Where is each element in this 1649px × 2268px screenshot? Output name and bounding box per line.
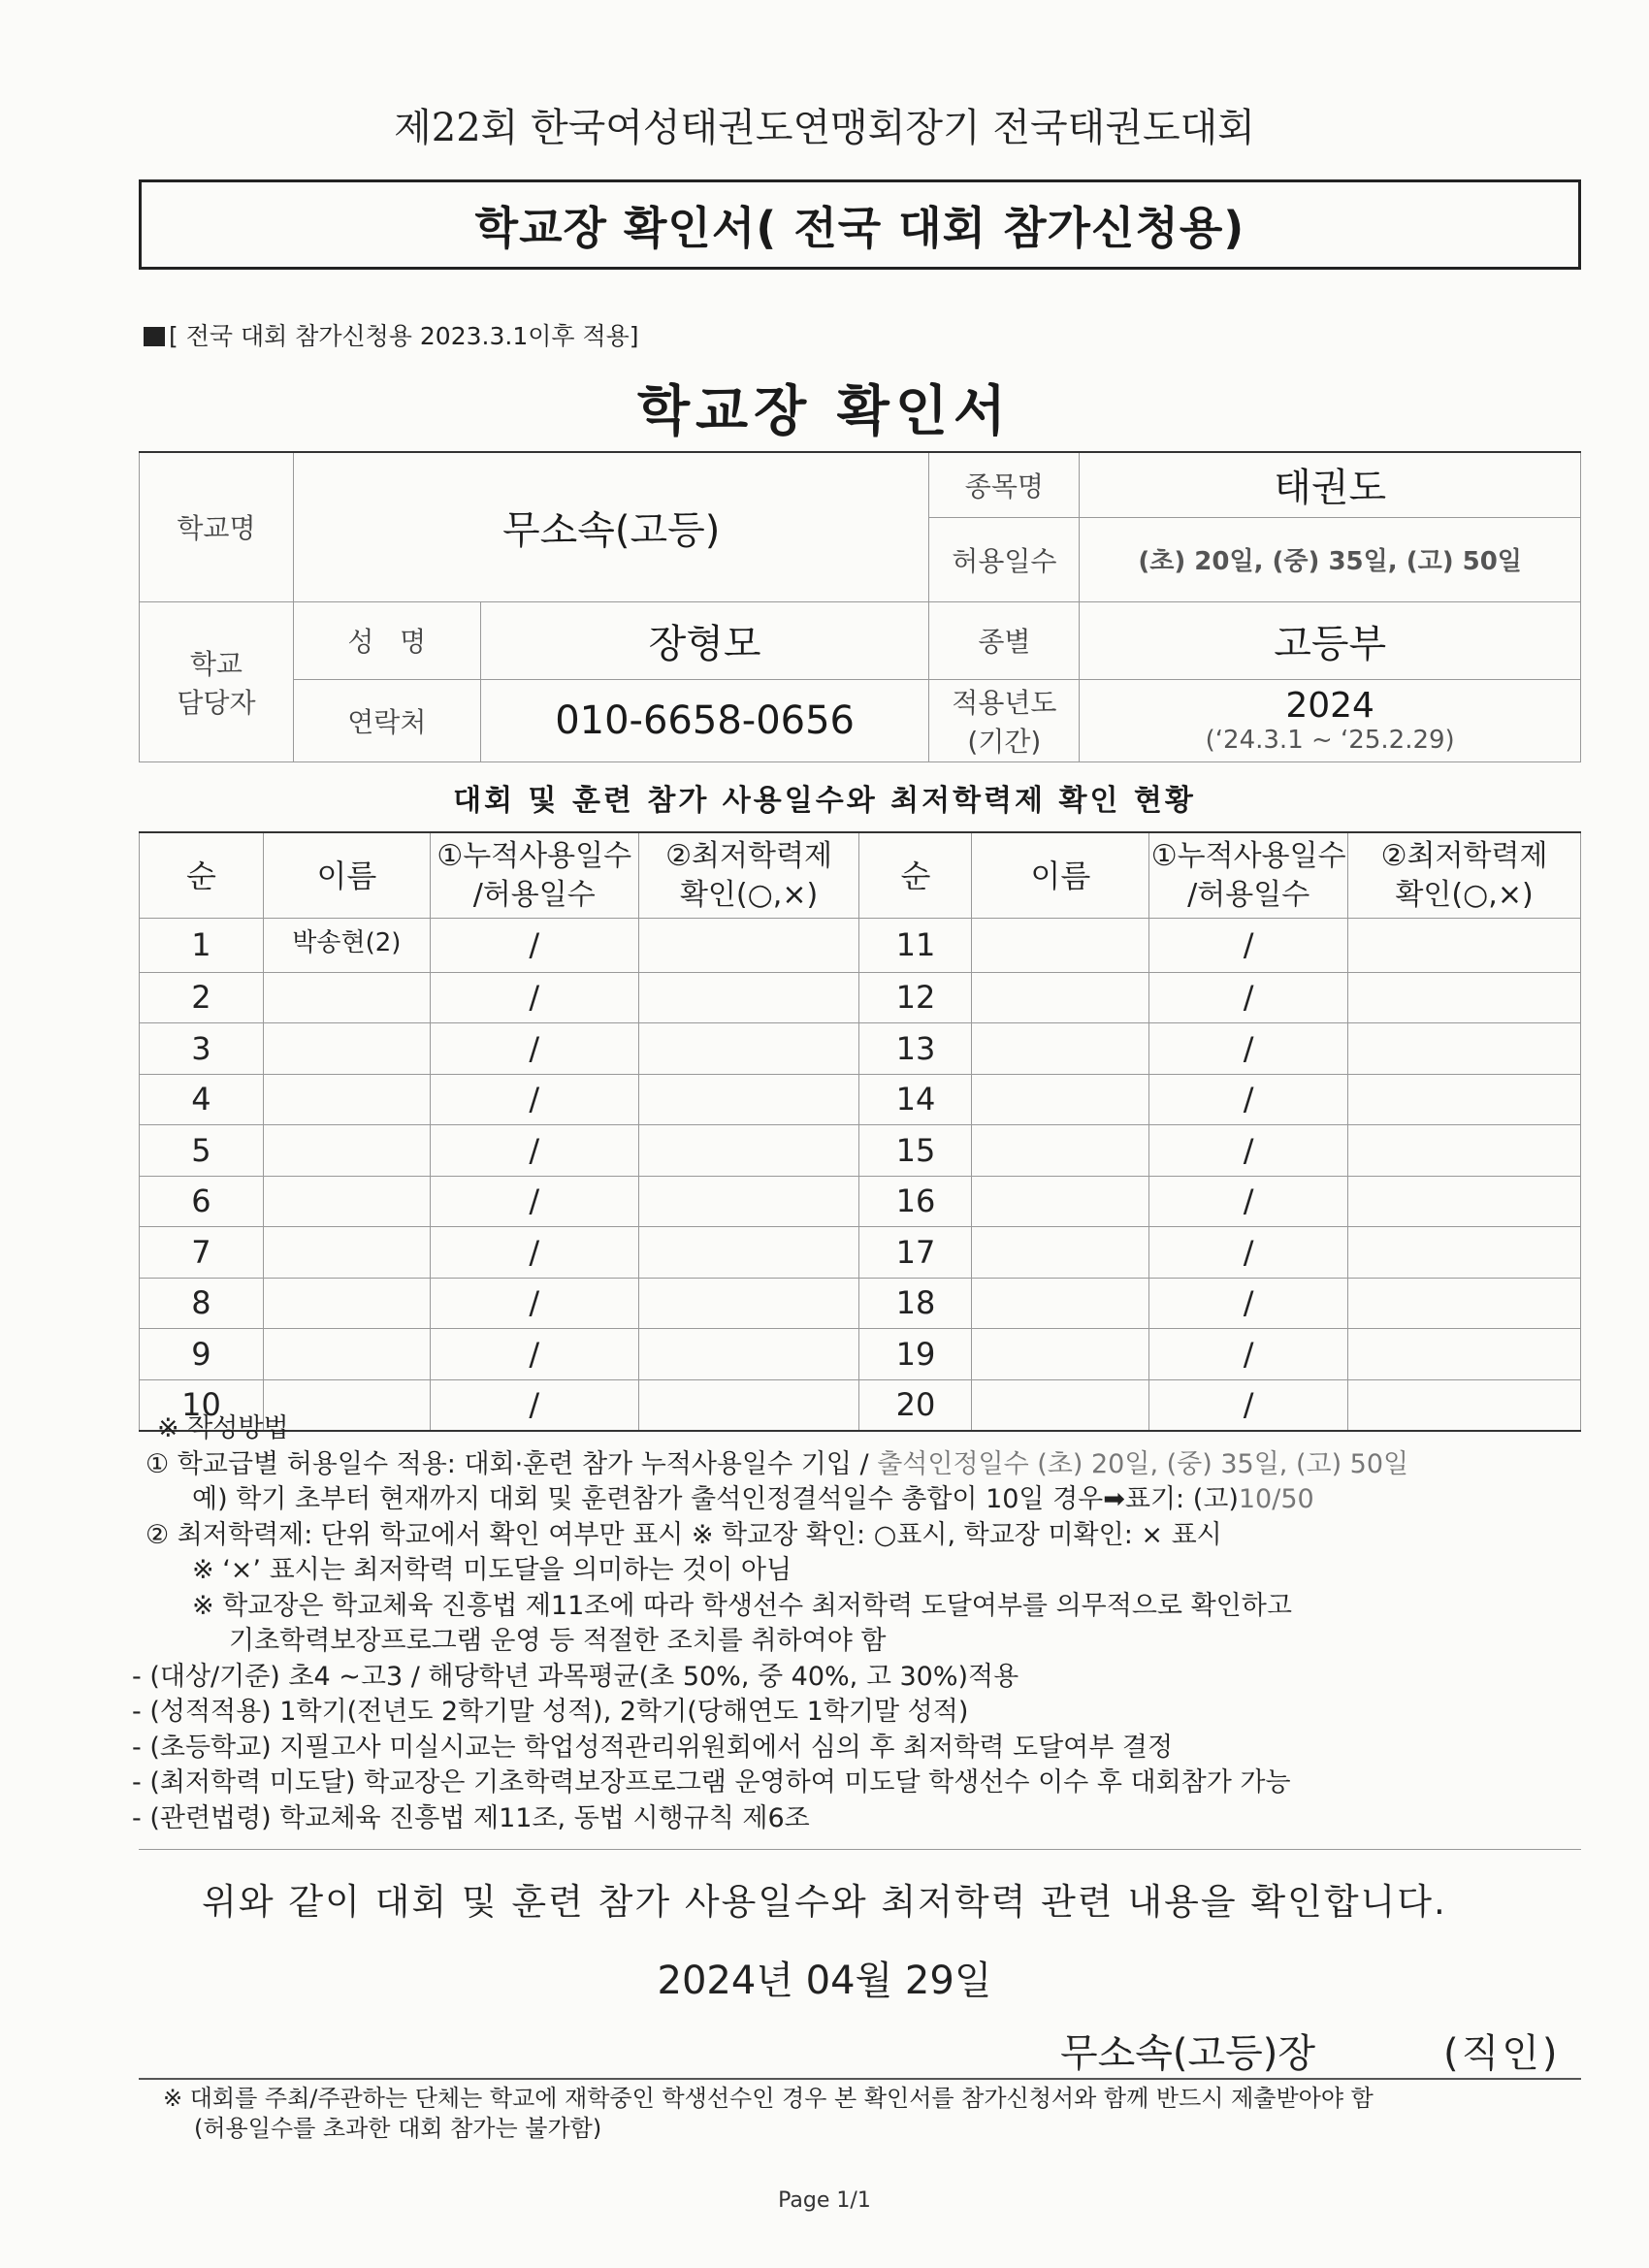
header-acad-line1: ②최저학력제 xyxy=(1380,838,1548,873)
manager-label xyxy=(140,601,294,761)
row-days: / xyxy=(1149,1227,1348,1279)
row-days: / xyxy=(430,1125,638,1177)
row-no: 13 xyxy=(859,1023,972,1075)
document-title-box: 학교장 확인서( 전국 대회 참가신청용) xyxy=(139,179,1581,270)
row-name xyxy=(972,1176,1149,1227)
row-name xyxy=(972,1227,1149,1279)
header-acad-line2: 확인(○,×) xyxy=(679,877,819,912)
row-days: / xyxy=(430,1329,638,1380)
row-name xyxy=(263,1278,430,1329)
row-days: / xyxy=(1149,1023,1348,1075)
row-days: / xyxy=(1149,1329,1348,1380)
row-no: 5 xyxy=(140,1125,264,1177)
allowed-days-value: (초) 20일, (중) 35일, (고) 50일 xyxy=(1080,517,1581,601)
row-name: 박송현(2) xyxy=(263,919,430,973)
header-days-line1: ①누적사용일수 xyxy=(436,838,632,873)
header-days-right xyxy=(1149,832,1348,919)
row-days: / xyxy=(1149,1379,1348,1431)
row-no: 11 xyxy=(859,919,972,973)
school-name-value: 무소속(고등) xyxy=(293,452,929,601)
row-no: 9 xyxy=(140,1329,264,1380)
instruction-line xyxy=(146,1482,1581,1518)
row-acad xyxy=(638,1329,859,1380)
row-name xyxy=(263,1329,430,1380)
header-days-line2: /허용일수 xyxy=(1187,877,1310,912)
sport-value: 태권도 xyxy=(1080,452,1581,517)
row-no: 1 xyxy=(140,919,264,973)
division-value: 고등부 xyxy=(1080,601,1581,679)
contact-label: 연락처 xyxy=(293,679,480,761)
row-days: / xyxy=(1149,1176,1348,1227)
principal-signature: 무소속(고등)장 xyxy=(1060,2031,1316,2076)
row-acad xyxy=(638,1227,859,1279)
header-acad-left xyxy=(638,832,859,919)
table-row xyxy=(140,919,1581,973)
header-days-left xyxy=(430,832,638,919)
row-acad xyxy=(1348,1074,1581,1125)
row-days: / xyxy=(430,1227,638,1279)
row-days: / xyxy=(1149,1278,1348,1329)
instruction-text: 예) 학기 초부터 현재까지 대회 및 훈련참가 출석인정결석일수 총합이 10일 경우➡표기: (고) xyxy=(192,1484,1239,1514)
row-days: / xyxy=(1149,972,1348,1023)
row-name xyxy=(972,972,1149,1023)
row-no: 10 xyxy=(140,1379,264,1431)
table-row xyxy=(140,972,1581,1023)
row-acad xyxy=(1348,1125,1581,1177)
year-value: 2024 xyxy=(1285,686,1374,726)
header-name-left: 이름 xyxy=(263,832,430,919)
year-label-line1: 적용년도 xyxy=(952,686,1057,719)
footnote-line: ※ 대회를 주최/주관하는 단체는 학교에 재학중인 학생선수인 경우 본 확인서를 참가신청서와 함께 반드시 제출받아야 함 xyxy=(163,2085,1374,2112)
row-name xyxy=(263,1176,430,1227)
school-name-label: 학교명 xyxy=(140,452,294,601)
row-acad xyxy=(1348,1176,1581,1227)
sport-label: 종목명 xyxy=(929,452,1080,517)
row-days: / xyxy=(430,972,638,1023)
period-value: (‘24.3.1 ~ ‘25.2.29) xyxy=(1205,726,1455,755)
row-acad xyxy=(1348,1329,1581,1380)
row-acad xyxy=(1348,919,1581,973)
school-info-table xyxy=(139,451,1581,762)
contact-value: 010-6658-0656 xyxy=(480,679,929,761)
page-title: 학교장 확인서 xyxy=(636,380,1013,443)
instruction-line: - (초등학교) 지필고사 미실시교는 학업성적관리위원회에서 심의 후 최저학력 도달여부 결정 xyxy=(132,1732,1174,1763)
row-acad xyxy=(638,972,859,1023)
year-label xyxy=(929,679,1080,761)
instruction-line: 기초학력보장프로그램 운영 등 적절한 조치를 취하여야 함 xyxy=(229,1626,887,1656)
table-row xyxy=(140,1278,1581,1329)
header-acad-line1: ②최저학력제 xyxy=(665,838,832,873)
row-acad xyxy=(638,1125,859,1177)
instruction-example-value: 10/50 xyxy=(1238,1484,1314,1514)
table-row xyxy=(140,1176,1581,1227)
row-no: 12 xyxy=(859,972,972,1023)
row-days: / xyxy=(1149,1074,1348,1125)
confirmation-statement: 위와 같이 대회 및 훈련 참가 사용일수와 최저학력 관련 내용을 확인합니다. xyxy=(202,1881,1447,1923)
row-acad xyxy=(1348,1227,1581,1279)
applied-note-text: [ 전국 대회 참가신청용 2023.3.1이후 적용] xyxy=(169,322,639,350)
row-acad xyxy=(638,919,859,973)
table-row xyxy=(140,1125,1581,1177)
row-no: 4 xyxy=(140,1074,264,1125)
row-name xyxy=(972,1125,1149,1177)
row-no: 6 xyxy=(140,1176,264,1227)
row-days: / xyxy=(430,1379,638,1431)
row-no: 19 xyxy=(859,1329,972,1380)
footnote-line: (허용일수를 초과한 대회 참가는 불가함) xyxy=(194,2115,602,2142)
row-no: 16 xyxy=(859,1176,972,1227)
row-name xyxy=(263,1023,430,1075)
row-name xyxy=(263,1074,430,1125)
year-label-line2: (기간) xyxy=(967,725,1042,758)
instruction-line: - (최저학력 미도달) 학교장은 기초학력보장프로그램 운영하여 미도달 학생선수 이수 후 대회참가 가능 xyxy=(132,1767,1291,1798)
row-days: / xyxy=(430,919,638,973)
table-row xyxy=(140,1329,1581,1380)
row-acad xyxy=(1348,1278,1581,1329)
row-name xyxy=(972,1023,1149,1075)
row-name xyxy=(263,1125,430,1177)
table-row xyxy=(140,1023,1581,1075)
row-days: / xyxy=(430,1278,638,1329)
row-name xyxy=(972,919,1149,973)
row-no: 18 xyxy=(859,1278,972,1329)
row-acad xyxy=(638,1176,859,1227)
row-days: / xyxy=(430,1176,638,1227)
instruction-line: ※ ‘×’ 표시는 최저학력 미도달을 의미하는 것이 아님 xyxy=(192,1555,792,1585)
table-row xyxy=(140,1227,1581,1279)
row-days: / xyxy=(1149,1125,1348,1177)
row-days: / xyxy=(430,1023,638,1075)
manager-name-value: 장형모 xyxy=(480,601,929,679)
header-acad-right xyxy=(1348,832,1581,919)
row-acad xyxy=(1348,972,1581,1023)
header-no-right: 순 xyxy=(859,832,972,919)
divider xyxy=(139,1849,1581,1850)
instruction-line: - (대상/기준) 초4 ~고3 / 해당학년 과목평균(초 50%, 중 40%, 고 30%)적용 xyxy=(132,1661,1019,1692)
status-section-title: 대회 및 훈련 참가 사용일수와 최저학력제 확인 현황 xyxy=(453,784,1196,818)
header-acad-line2: 확인(○,×) xyxy=(1395,877,1534,912)
footnote xyxy=(163,2084,1589,2144)
header-name-right: 이름 xyxy=(972,832,1149,919)
row-acad xyxy=(638,1074,859,1125)
instruction-line: ※ 학교장은 학교체육 진흥법 제11조에 따라 학생선수 최저학력 도달여부를 의무적으로 확인하고 xyxy=(192,1590,1292,1621)
instruction-line: - (관련법령) 학교체육 진흥법 제11조, 동법 시행규칙 제6조 xyxy=(132,1802,810,1833)
instruction-highlight: 출석인정일수 (초) 20일, (중) 35일, (고) 50일 xyxy=(877,1448,1409,1479)
instruction-text: ① 학교급별 허용일수 적용: 대회·훈련 참가 누적사용일수 기입 / xyxy=(146,1448,878,1479)
manager-label-line1: 학교 xyxy=(189,647,242,680)
row-no: 3 xyxy=(140,1023,264,1075)
instructions-section xyxy=(132,1411,1581,1836)
row-name xyxy=(263,972,430,1023)
status-table-header xyxy=(140,832,1581,919)
official-seal-label: (직인) xyxy=(1443,2031,1561,2076)
manager-name-label: 성 명 xyxy=(293,601,480,679)
instruction-line: ② 최저학력제: 단위 학교에서 확인 여부만 표시 ※ 학교장 확인: ○표시, 학교장 미확인: × 표시 xyxy=(146,1519,1222,1550)
divider xyxy=(139,2078,1581,2080)
row-no: 2 xyxy=(140,972,264,1023)
header-days-line1: ①누적사용일수 xyxy=(1150,838,1346,873)
division-label: 종별 xyxy=(929,601,1080,679)
row-no: 14 xyxy=(859,1074,972,1125)
manager-label-line2: 담당자 xyxy=(177,686,256,719)
instruction-line: - (성적적용) 1학기(전년도 2학기말 성적), 2학기(당해연도 1학기말 성적) xyxy=(132,1697,969,1727)
document-date: 2024년 04월 29일 xyxy=(657,1959,992,2003)
instructions-heading: ※ 작성방법 xyxy=(157,1413,289,1443)
square-bullet-icon xyxy=(144,327,165,346)
status-table xyxy=(139,831,1581,1432)
row-no: 17 xyxy=(859,1227,972,1279)
allowed-days-label: 허용일수 xyxy=(929,517,1080,601)
applied-note xyxy=(144,317,639,352)
row-name xyxy=(972,1278,1149,1329)
row-no: 15 xyxy=(859,1125,972,1177)
header-no-left: 순 xyxy=(140,832,264,919)
page-number: Page 1/1 xyxy=(778,2188,871,2213)
row-no: 8 xyxy=(140,1278,264,1329)
instruction-line xyxy=(146,1447,1581,1483)
row-acad xyxy=(638,1278,859,1329)
row-days: / xyxy=(1149,919,1348,973)
row-no: 7 xyxy=(140,1227,264,1279)
event-title: 제22회 한국여성태권도연맹회장기 전국태권도대회 xyxy=(394,106,1255,150)
row-days: / xyxy=(430,1074,638,1125)
header-days-line2: /허용일수 xyxy=(472,877,596,912)
table-row xyxy=(140,1074,1581,1125)
row-no: 20 xyxy=(859,1379,972,1431)
row-name xyxy=(263,1227,430,1279)
row-acad xyxy=(1348,1023,1581,1075)
row-name xyxy=(972,1074,1149,1125)
row-name xyxy=(972,1329,1149,1380)
year-cell xyxy=(1080,679,1581,761)
row-acad xyxy=(638,1023,859,1075)
